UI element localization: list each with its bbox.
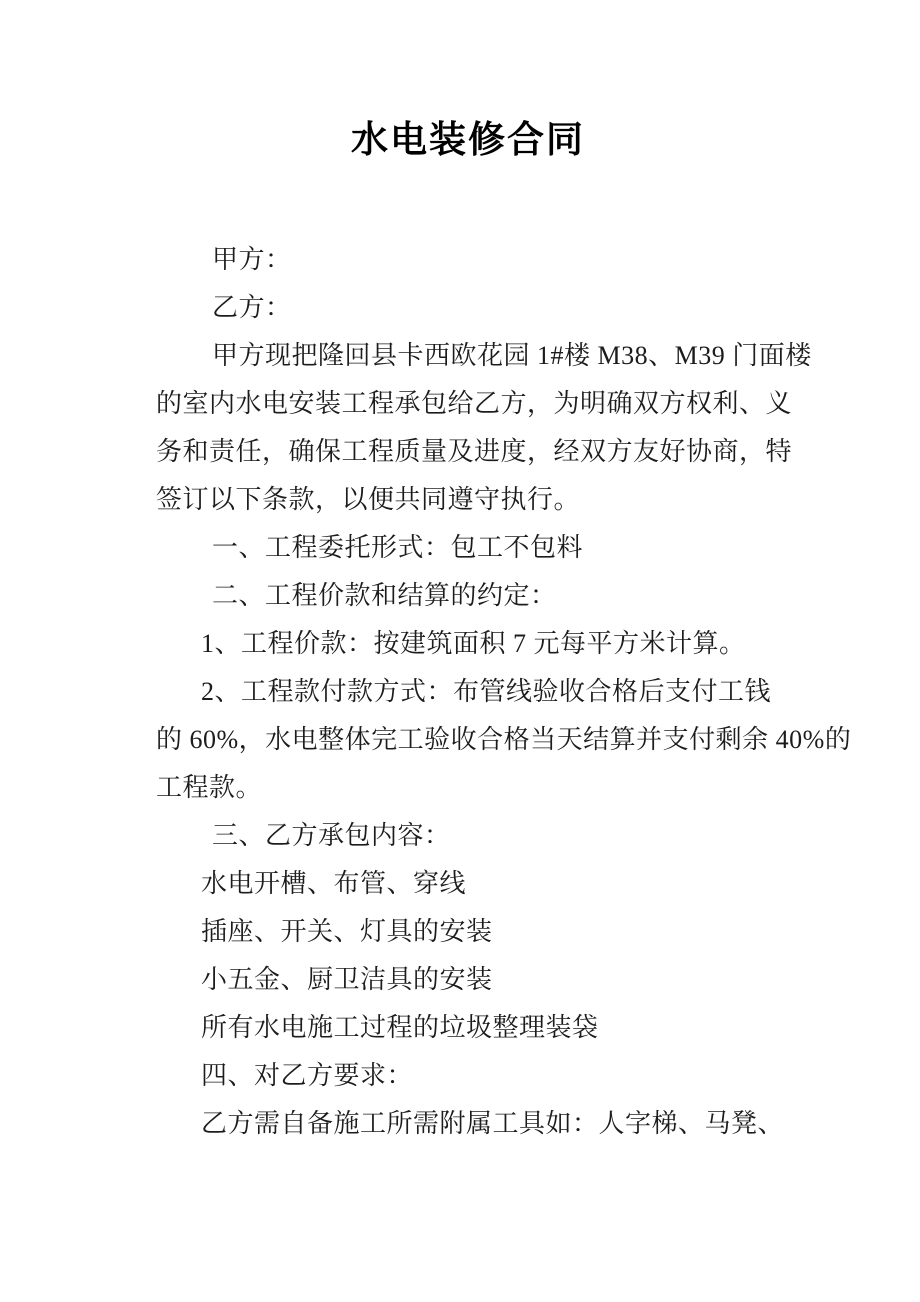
- clause-3-heading: [156, 812, 780, 860]
- text-line: 乙方需自备施工所需附属工具如：人字梯、马凳、: [201, 1109, 785, 1138]
- text-line: 乙方：: [212, 293, 292, 322]
- text-line: 1、工程价款：按建筑面积 7 元每平方米计算。: [201, 629, 746, 658]
- clause-2-heading: [156, 572, 780, 620]
- party-a-line: [156, 236, 780, 284]
- text-line: 四、对乙方要求：: [201, 1061, 414, 1090]
- clause-1-heading: [156, 524, 780, 572]
- intro-paragraph: [156, 332, 812, 524]
- text-line: 的室内水电安装工程承包给乙方，为明确双方权利、义: [156, 389, 793, 418]
- clause-4-item-1: [156, 1100, 785, 1148]
- text-line: 所有水电施工过程的垃圾整理装袋: [201, 1013, 599, 1042]
- text-line: 工程款。: [156, 773, 263, 802]
- text-line: 务和责任，确保工程质量及进度，经双方友好协商，特: [156, 437, 793, 466]
- clause-2-item-1: [156, 620, 780, 668]
- contract-body: [156, 236, 852, 1148]
- clause-3-item-4: [156, 1004, 780, 1052]
- text-line: 甲方：: [212, 245, 292, 274]
- document-title: 水电装修合同: [351, 120, 585, 161]
- party-b-line: [156, 284, 780, 332]
- text-line: 的 60%，水电整体完工验收合格当天结算并支付剩余 40%的: [156, 725, 852, 754]
- clause-2-item-2: [156, 668, 852, 812]
- clause-3-item-2: [156, 908, 780, 956]
- clause-3-item-3: [156, 956, 780, 1004]
- text-line: 签订以下条款，以便共同遵守执行。: [156, 485, 581, 514]
- clause-3-item-1: [156, 860, 780, 908]
- text-line: 一、工程委托形式：包工不包料: [212, 533, 584, 562]
- text-line: 甲方现把隆回县卡西欧花园 1#楼 M38、M39 门面楼: [212, 341, 812, 370]
- text-line: 三、乙方承包内容：: [212, 821, 451, 850]
- text-line: 插座、开关、灯具的安装: [201, 917, 493, 946]
- text-line: 二、工程价款和结算的约定：: [212, 581, 557, 610]
- text-line: 2、工程款付款方式：布管线验收合格后支付工钱: [201, 677, 772, 706]
- text-line: 小五金、厨卫洁具的安装: [201, 965, 493, 994]
- text-line: 水电开槽、布管、穿线: [201, 869, 467, 898]
- clause-4-heading: [156, 1052, 780, 1100]
